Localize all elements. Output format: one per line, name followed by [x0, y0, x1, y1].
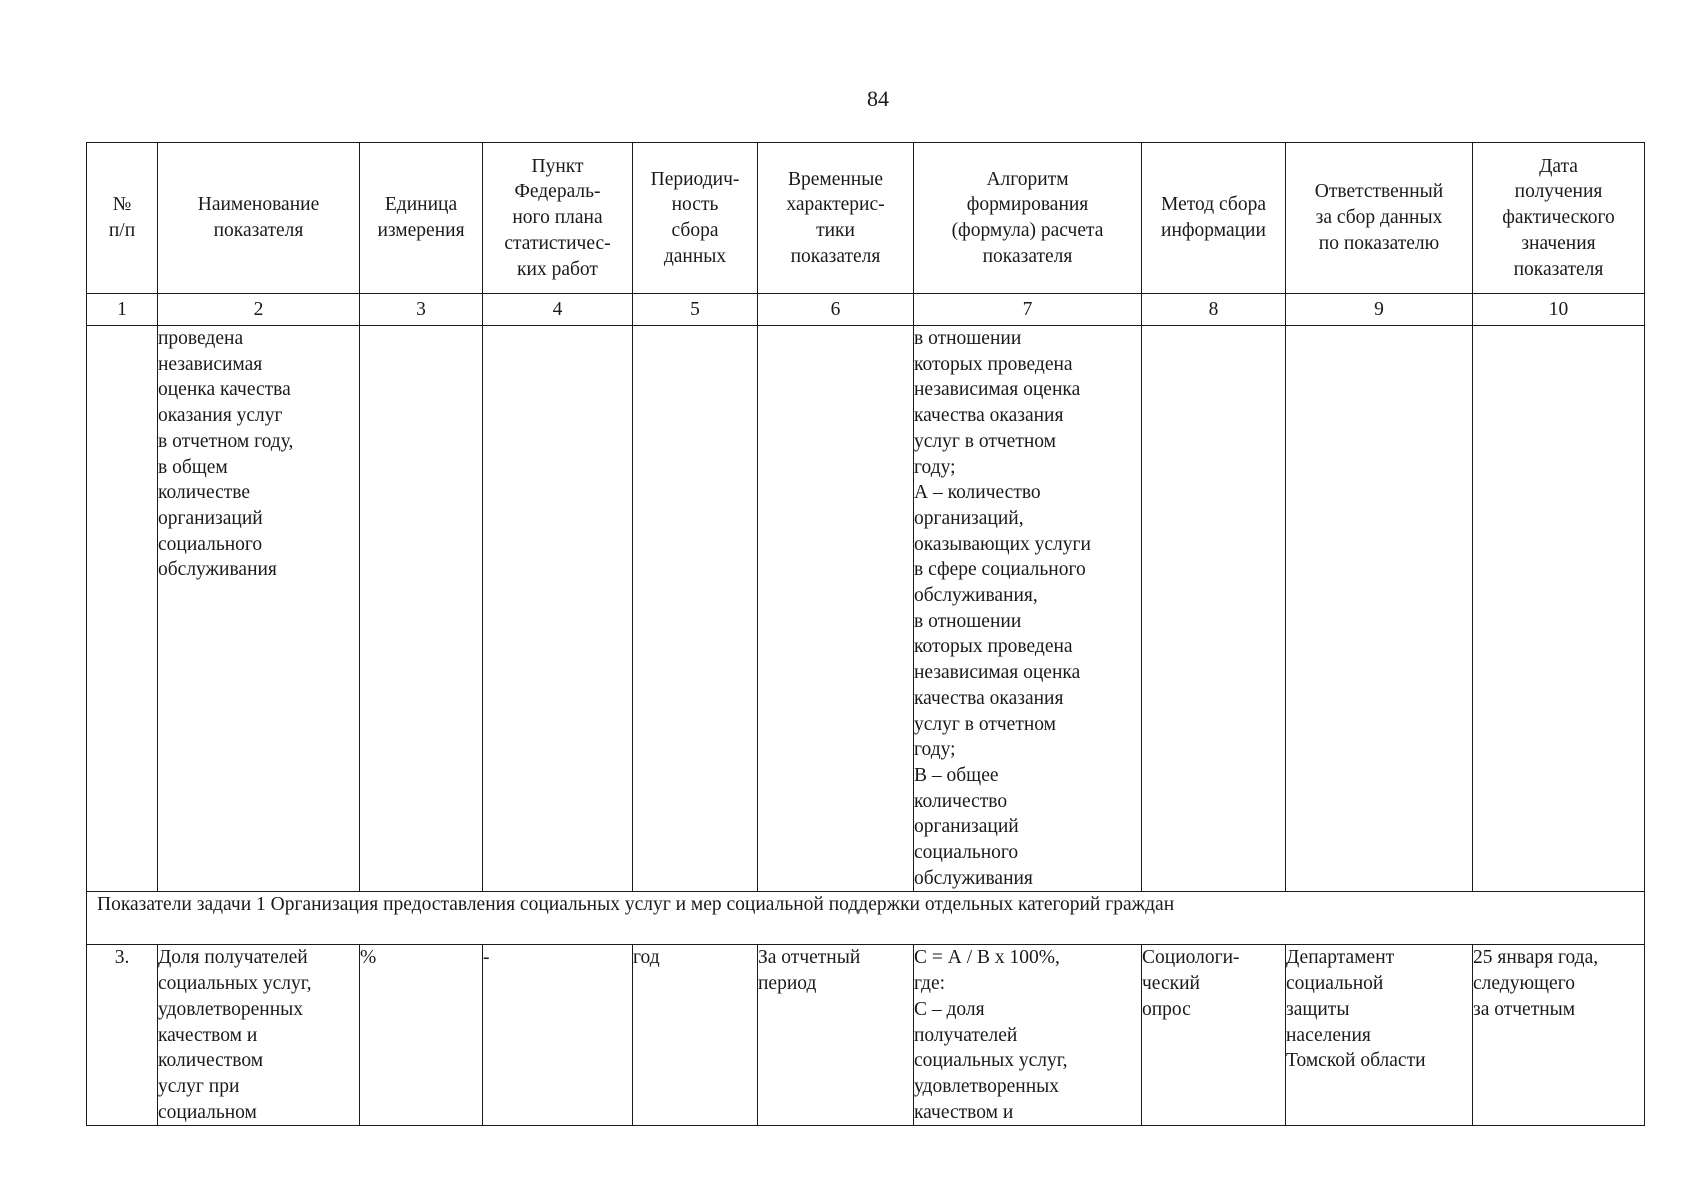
section-header-row	[87, 892, 1645, 945]
column-number: 2	[158, 294, 360, 326]
column-number: 3	[360, 294, 483, 326]
responsible-cell: Департамент социальной защиты населения Томской области	[1286, 945, 1473, 1126]
method-cell	[1142, 326, 1286, 892]
section-title: Показатели задачи 1 Организация предоставления социальных услуг и мер социальной поддержки отдельных категорий граждан	[87, 892, 1645, 945]
table-row	[87, 326, 1645, 892]
federal-plan-cell: -	[483, 945, 633, 1126]
column-number: 5	[633, 294, 758, 326]
time-characteristics-cell	[758, 326, 914, 892]
header-federal-plan: Пункт Федераль- ного плана статистичес- ких работ	[483, 143, 633, 294]
header-time-characteristics: Временные характерис- тики показателя	[758, 143, 914, 294]
responsible-cell	[1286, 326, 1473, 892]
header-unit: Единица измерения	[360, 143, 483, 294]
date-cell: 25 января года, следующего за отчетным	[1473, 945, 1645, 1126]
column-number: 9	[1286, 294, 1473, 326]
method-cell: Социологи- ческий опрос	[1142, 945, 1286, 1126]
algorithm-cell: С = А / В х 100%, где: С – доля получателей социальных услуг, удовлетворенных качеством и	[914, 945, 1142, 1126]
row-number: 3.	[87, 945, 158, 1126]
table-header-row	[87, 143, 1645, 294]
indicators-table	[86, 142, 1645, 1126]
periodicity-cell: год	[633, 945, 758, 1126]
column-number: 4	[483, 294, 633, 326]
header-algorithm: Алгоритм формирования (формула) расчета показателя	[914, 143, 1142, 294]
table-row	[87, 945, 1645, 1126]
indicator-name: проведена независимая оценка качества оказания услуг в отчетном году, в общем количестве организаций социального обслуживания	[158, 326, 360, 892]
column-number: 6	[758, 294, 914, 326]
column-number: 7	[914, 294, 1142, 326]
column-numbers-row	[87, 294, 1645, 326]
column-number: 10	[1473, 294, 1645, 326]
indicator-name: Доля получателей социальных услуг, удовлетворенных качеством и количеством услуг при социальном	[158, 945, 360, 1126]
header-date: Дата получения фактического значения показателя	[1473, 143, 1645, 294]
header-periodicity: Периодич- ность сбора данных	[633, 143, 758, 294]
date-cell	[1473, 326, 1645, 892]
algorithm-cell: в отношении которых проведена независимая оценка качества оказания услуг в отчетном году; А – количество организаций, оказывающих услуги в сфере социального обслуживания, в отношении которых проведена независимая оценка качества оказания услуг в отчетном году; В – общее количество организаций социального обслуживания	[914, 326, 1142, 892]
row-number	[87, 326, 158, 892]
time-characteristics-cell: За отчетный период	[758, 945, 914, 1126]
periodicity-cell	[633, 326, 758, 892]
unit-cell	[360, 326, 483, 892]
header-indicator-name: Наименование показателя	[158, 143, 360, 294]
unit-cell: %	[360, 945, 483, 1126]
federal-plan-cell	[483, 326, 633, 892]
page-number: 84	[867, 86, 889, 111]
column-number: 8	[1142, 294, 1286, 326]
header-number: № п/п	[87, 143, 158, 294]
header-responsible: Ответственный за сбор данных по показателю	[1286, 143, 1473, 294]
column-number: 1	[87, 294, 158, 326]
header-method: Метод сбора информации	[1142, 143, 1286, 294]
